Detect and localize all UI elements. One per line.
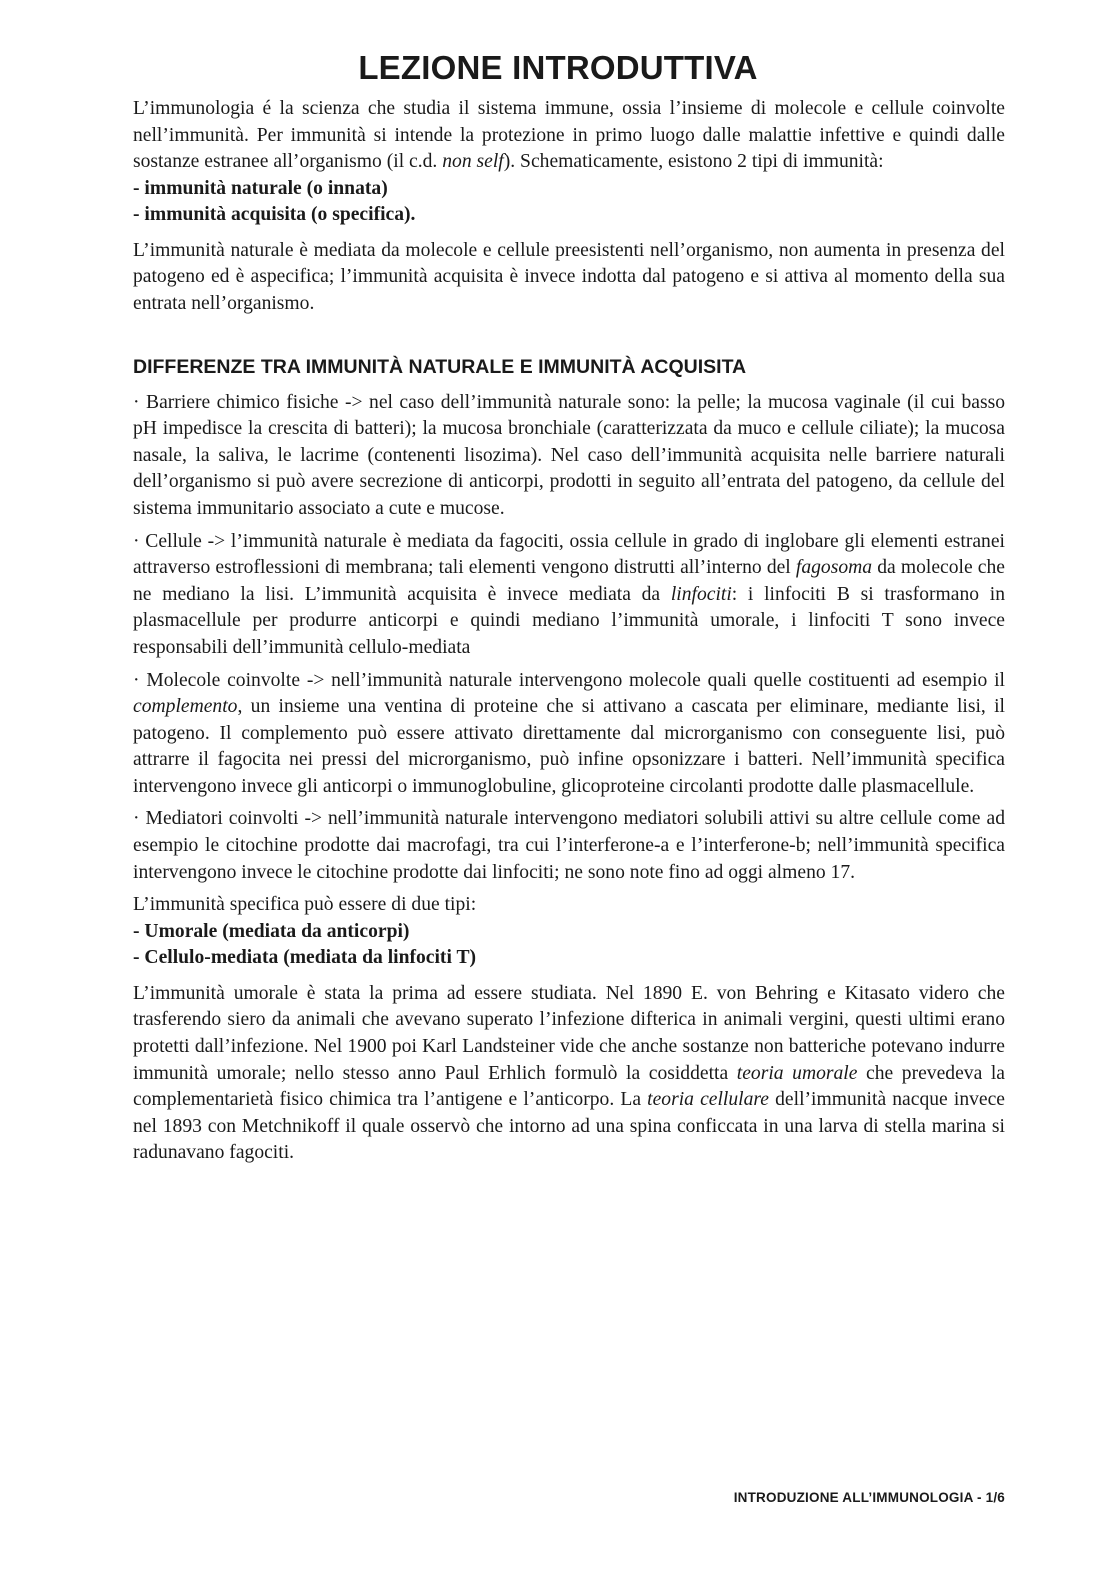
document-body <box>133 96 1005 1167</box>
molecules-paragraph: · Molecole coinvolte -> nell’immunità naturale intervengono molecole quali quelle costituenti ad esempio il complemento, un insieme una ventina di proteine che si attivano a cascata per eliminare, mediante lisi, il patogeno. Il complemento può essere attivato direttamente dal microrganismo con conseguente lisi, può attrarre il fagocita nei pressi del microrganismo, può infine opsonizzare i batteri. Nell’immunità specifica intervengono invece gli anticorpi o immunoglobuline, glicoproteine circolanti prodotte dalle plasmacellule. <box>133 669 1005 797</box>
page-footer: INTRODUZIONE ALL’IMMUNOLOGIA - 1/6 <box>733 1490 1005 1505</box>
history-paragraph: L’immunità umorale è stata la prima ad essere studiata. Nel 1890 E. von Behring e Kitasato videro che trasferendo siero da animali che avevano superato l’infezione difterica in animali vergini, questi ultimi erano protetti dall’infezione. Nel 1900 poi Karl Landsteiner vide che anche sostanze non batteriche potevano indurre immunità umorale; nello stesso anno Paul Erhlich formulò la cosiddetta teoria umorale che prevedeva la complementarietà fisico chimica tra l’antigene e l’anticorpo. La teoria cellulare dell’immunità nacque invece nel 1893 con Metchnikoff il quale osservò che intorno ad una spina conficcata in una larva di stella marina si radunavano fagociti. <box>133 982 1006 1164</box>
immunity-type-natural: - immunità naturale (o innata) <box>133 177 388 199</box>
cells-paragraph: · Cellule -> l’immunità naturale è mediata da fagociti, ossia cellule in grado di inglobare gli elementi estranei attraverso estroflessioni di membrana; tali elementi vengono distrutti all’interno del fagosoma da molecole che ne mediano la lisi. L’immunità acquisita è invece mediata da linfociti: i linfociti B si trasformano in plasmacellule per produrre anticorpi e quindi mediano l’immunità umorale, i linfociti T sono invece responsabili dell’immunità cellulo-mediata <box>133 530 1006 658</box>
natural-vs-acquired-paragraph: L’immunità naturale è mediata da molecole e cellule preesistenti nell’organismo, non aumenta in presenza del patogeno ed è aspecifica; l’immunità acquisita è invece indotta dal patogeno e si attiva al momento della sua entrata nell’organismo. <box>133 239 1005 314</box>
page-title: LEZIONE INTRODUTTIVA <box>358 49 758 86</box>
type-cell-mediated: - Cellulo-mediata (mediata da linfociti T) <box>133 946 477 968</box>
immunity-type-acquired: - immunità acquisita (o specifica). <box>133 203 416 225</box>
mediators-paragraph: · Mediatori coinvolti -> nell’immunità naturale intervengono mediatori solubili attivi su altre cellule come ad esempio le citochine prodotte dai macrofagi, tra cui l’interferone-a e l’interferone-b; nell’immunità specifica intervengono invece le citochine prodotte dai linfociti; ne sono note fino ad oggi almeno 17. <box>133 808 1005 883</box>
barriers-paragraph: · Barriere chimico fisiche -> nel caso dell’immunità naturale sono: la pelle; la mucosa vaginale (il cui basso pH impedisce la crescita di batteri); la mucosa bronchiale (caratterizzata da muco e cellule ciliate); la mucosa nasale, la saliva, le lacrime (contenenti lisozima). Nel caso dell’immunità acquisita nelle barriere naturali dell’organismo si può avere secrezione di anticorpi, prodotti in seguito all’entrata del patogeno, da cellule del sistema immunitario associato a cute e mucose. <box>133 391 1005 519</box>
section-heading: DIFFERENZE TRA IMMUNITÀ NATURALE E IMMUNITÀ ACQUISITA <box>133 355 747 378</box>
type-humoral: - Umorale (mediata da anticorpi) <box>133 920 410 942</box>
specific-types-intro: L’immunità specifica può essere di due tipi: <box>133 894 477 916</box>
intro-paragraph: L’immunologia é la scienza che studia il sistema immune, ossia l’insieme di molecole e cellule coinvolte nell’immunità. Per immunità si intende la protezione in primo luogo dalle malattie infettive e quindi dalle sostanze estranee all’organismo (il c.d. non self). Schematicamente, esistono 2 tipi di immunità: <box>133 98 1005 173</box>
